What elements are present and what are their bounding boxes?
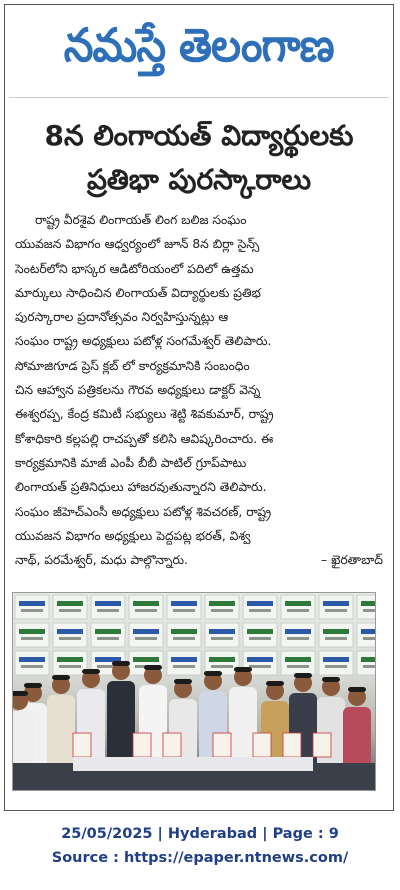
article-line: సంఘం జీహెచ్‌ఎంసీ అధ్యక్షులు పటోళ్ల శివచరణ్, రాష్ట్ర	[15, 504, 272, 519]
footer-source-line: Source : https://epaper.ntnews.com/	[51, 850, 349, 866]
article-last-line	[15, 548, 383, 572]
article-headline	[15, 114, 383, 202]
article-line: రాష్ట్ర వీరశైవ లింగాయత్ లింగ బలిజ సంఘం	[35, 213, 247, 227]
article-line: పురస్కారాల ప్రదానోత్సవం నిర్వహిస్తున్నట్లు ఆ	[15, 310, 229, 325]
press-club-backdrop	[15, 595, 376, 675]
masthead-divider	[9, 97, 389, 98]
article-line: కార్యక్రమానికి మాజీ ఎంపీ బీబీ పాటిల్ గ్రూప్‌పాటు	[15, 455, 247, 470]
article-line: యువజన విభాగం అధ్యక్షులు పెద్దపట్ల భరత్, విశ్వ	[15, 528, 251, 543]
article-dateline: – ఖైరతాబాద్	[321, 553, 383, 568]
article-line: సంఘం రాష్ట్ర అధ్యక్షులు పటోళ్ల సంగమేశ్వర్ తెలిపారు.	[15, 334, 272, 349]
article-line: ఈశ్వరప్ప, కేంద్ర కమిటీ సభ్యులు శెట్టి శివకుమార్, రాష్ట్ర	[15, 407, 274, 422]
article-line: కోశాధికారి కల్లపల్లి రాచప్పతో కలిసి ఆవిష్కరించారు. ఈ	[15, 431, 274, 446]
article-line: యువజన విభాగం ఆధ్వర్యంలో జూన్ 8న బిర్లా సైన్స్	[15, 237, 260, 252]
event-photo	[12, 592, 376, 791]
article-body	[15, 208, 383, 572]
article-line: మార్కులు సాధించిన లింగాయత్ విద్యార్థులకు ప్రతిభ	[15, 285, 261, 300]
article-line: చిన ఆహ్వాన పత్రికలను గౌరవ అధ్యక్షులు డాక్టర్ వెన్న	[15, 383, 261, 398]
footer-date-line: 25/05/2025 | Hyderabad | Page : 9	[61, 826, 339, 842]
article-line: సోమాజిగూడ ప్రెస్ క్లబ్ లో కార్యక్రమానికి సంబంధిం	[15, 358, 250, 373]
article-line: లింగాయత్ ప్రతినిధులు హాజరవుతున్నారని తెలిపారు.	[15, 480, 267, 495]
headline-line-1: 8న లింగాయత్ విద్యార్థులకు	[44, 119, 354, 152]
article-line: సెంటర్‌లోని భాస్కర ఆడిటోరియంలో పదిలో ఉత్తమ	[15, 261, 254, 276]
masthead	[5, 5, 393, 97]
group-photo-illustration	[13, 593, 376, 791]
newspaper-title: నమస్తే తెలంగాణ	[64, 18, 334, 72]
article-closing-text: నాథ్, పరమేశ్వర్, మధు పాల్గొన్నారు.	[15, 553, 188, 568]
headline-line-2: ప్రతిభా పురస్కారాలు	[86, 163, 312, 196]
